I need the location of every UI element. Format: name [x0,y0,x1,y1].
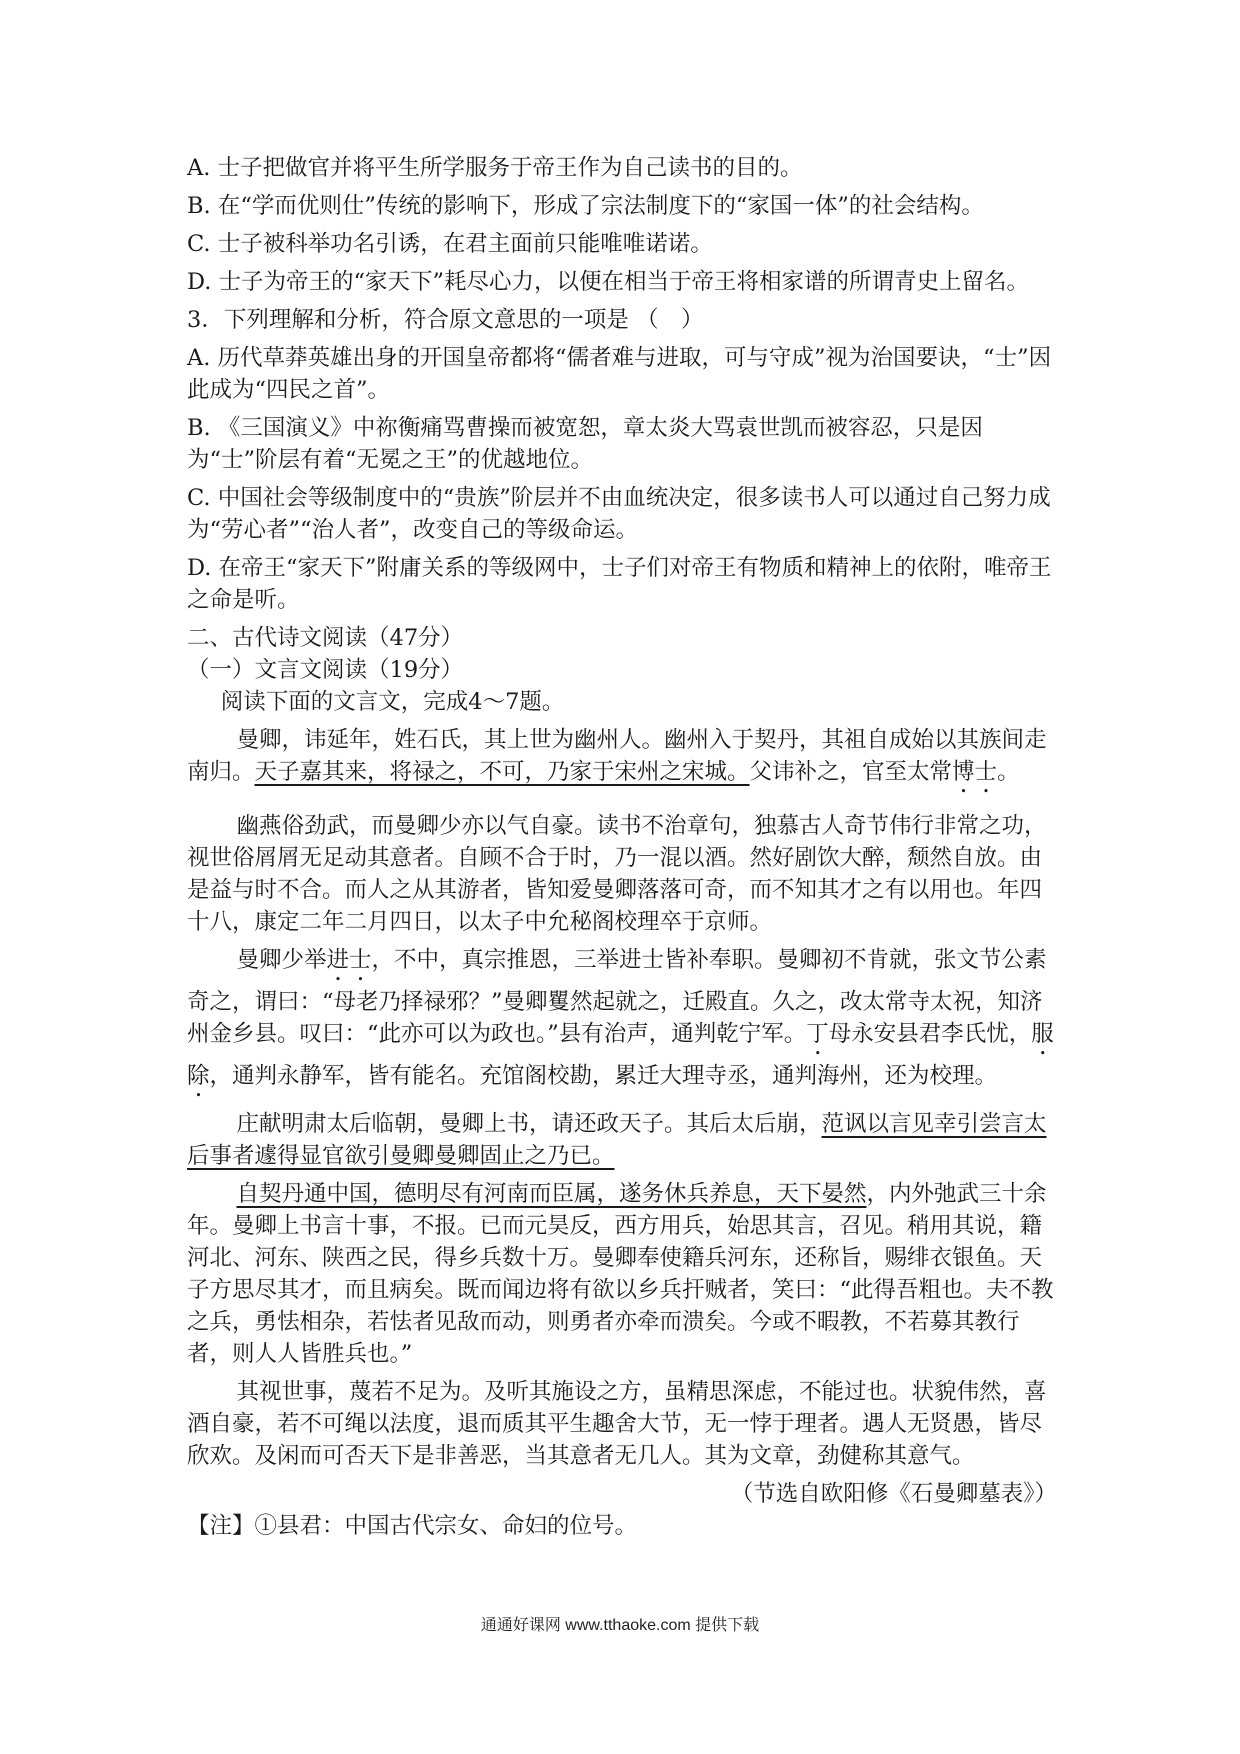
q3-stem: 3．下列理解和分析，符合原文意思的一项是 （ ） [187,307,704,333]
passage-text: 曼卿少举 [236,947,327,973]
passage-text: ，不中，真宗推恩，三举进士皆补奉职。曼卿初不肯就，张文节公素奇之，谓曰：“母老乃择禄邪？”曼卿矍然起就之，迁殿直。久之，改太常寺太祝，知济州金乡县。叹曰：“此亦可以为政也。”县有治声，通判乾宁军。 [187,947,1047,1047]
passage-paragraph-1 [187,724,1057,798]
dotted-word: 丁 [806,1021,829,1047]
section-title: 二、古代诗文阅读（47分） [187,625,464,651]
underlined-sentence: 范讽以言见幸引尝言太后事者遽得显官欲引曼卿曼卿固止之乃已。 [187,1111,1047,1169]
subsection-title: （一）文言文阅读（19分） [187,657,464,683]
q3-option-c: C. 中国社会等级制度中的“贵族”阶层并不由血统决定，很多读书人可以通过自己努力成为“劳心者”“治人者”，改变自己的等级命运。 [187,485,1051,543]
passage-paragraph-3 [187,944,1057,1102]
q3-option-b: B. 《三国演义》中祢衡痛骂曹操而被宽恕，章太炎大骂袁世凯而被容忍，只是因为“士”阶层有着“无冕之王”的优越地位。 [187,415,983,473]
passage-text: 父讳补之，官至太常 [749,759,953,785]
underlined-sentence: 天子嘉其来，将禄之，不可，乃家于宋州之宋城。 [254,759,750,785]
passage-text: 曼卿，讳延年，姓石氏，其上世为幽州人。幽州入于契丹，其祖自成始以其族间走南归。 [187,727,1047,785]
passage-text: 庄献明肃太后临朝，曼卿上书，请还政天子。其后太后崩， [236,1111,822,1137]
q2-option-b: B. 在“学而优则仕”传统的影响下，形成了宗法制度下的“家国一体”的社会结构。 [187,193,984,219]
q3-option-d: D. 在帝王“家天下”附庸关系的等级网中，士子们对帝王有物质和精神上的依附，唯帝王之命是听。 [187,555,1052,613]
passage-text: 母永安县君李氏忧， [828,1021,1032,1047]
passage-paragraph-5 [187,1178,1057,1370]
q3-option-a: A. 历代草莽英雄出身的开国皇帝都将“儒者难与进取，可与守成”视为治国要诀，“士”因此成为“四民之首”。 [187,345,1052,403]
q2-option-a: A. 士子把做官并将平生所学服务于帝王作为自己读书的目的。 [187,155,803,181]
passage-text: ，内外弛武三十余年。曼卿上书言十事，不报。已而元昊反，西方用兵，始思其言，召见。稍用其说，籍河北、河东、陕西之民，得乡兵数十万。曼卿奉使籍兵河东，还称旨，赐绯衣银鱼。天子方思尽其才，而且病矣。既而闻边将有欲以乡兵扞贼者，笑曰：“此得吾粗也。夫不教之兵，勇怯相杂，若怯者见敌而动，则勇者亦牵而溃矣。今或不暇教，不若募其教行者，则人人皆胜兵也。” [187,1181,1054,1367]
passage-paragraph-6: 其视世事，蔑若不足为。及听其施设之方，虽精思深虑，不能过也。状貌伟然，喜酒自豪，若不可绳以法度，退而质其平生趣舍大节，无一悖于理者。遇人无贤愚，皆尽欣欢。及闲而可否天下是非善恶，当其意者无几人。其为文章，劲健称其意气。 [187,1379,1047,1469]
dotted-word: 服除 [187,1021,1054,1089]
exam-content [187,152,1057,1542]
passage-source: （节选自欧阳修《石曼卿墓表》） [730,1481,1057,1507]
passage-text: 。 [997,759,1020,785]
annotation-note: 【注】①县君：中国古代宗女、命妇的位号。 [187,1513,638,1539]
page-footer: 通通好课网 www.tthaoke.com 提供下载 [480,1617,760,1634]
passage-paragraph-2: 幽燕俗劲武，而曼卿少亦以气自豪。读书不治章句，独慕古人奇节伟行非常之功，视世俗屑屑无足动其意者。自顾不合于时，乃一混以酒。然好剧饮大醉，颓然自放。由是益与时不合。而人之从其游者，皆知爱曼卿落落可奇，而不知其才之有以用也。年四十八，康定二年二月四日，以太子中允秘阁校理卒于京师。 [187,813,1047,935]
reading-instruction: 阅读下面的文言文，完成4～7题。 [220,689,565,715]
passage-text: ，通判永静军，皆有能名。充馆阁校勘，累迁大理寺丞，通判海州，还为校理。 [209,1063,998,1089]
underlined-sentence: 自契丹通中国，德明尽有河南而臣属，遂务休兵养息，天下晏然 [236,1181,867,1207]
dotted-word: 进士 [326,947,372,973]
dotted-word: 博士 [952,759,998,785]
q2-option-c: C. 士子被科举功名引诱，在君主面前只能唯唯诺诺。 [187,231,713,257]
q2-option-d: D. 士子为帝王的“家天下”耗尽心力，以便在相当于帝王将相家谱的所谓青史上留名。 [187,269,1030,295]
passage-paragraph-4 [187,1108,1057,1172]
